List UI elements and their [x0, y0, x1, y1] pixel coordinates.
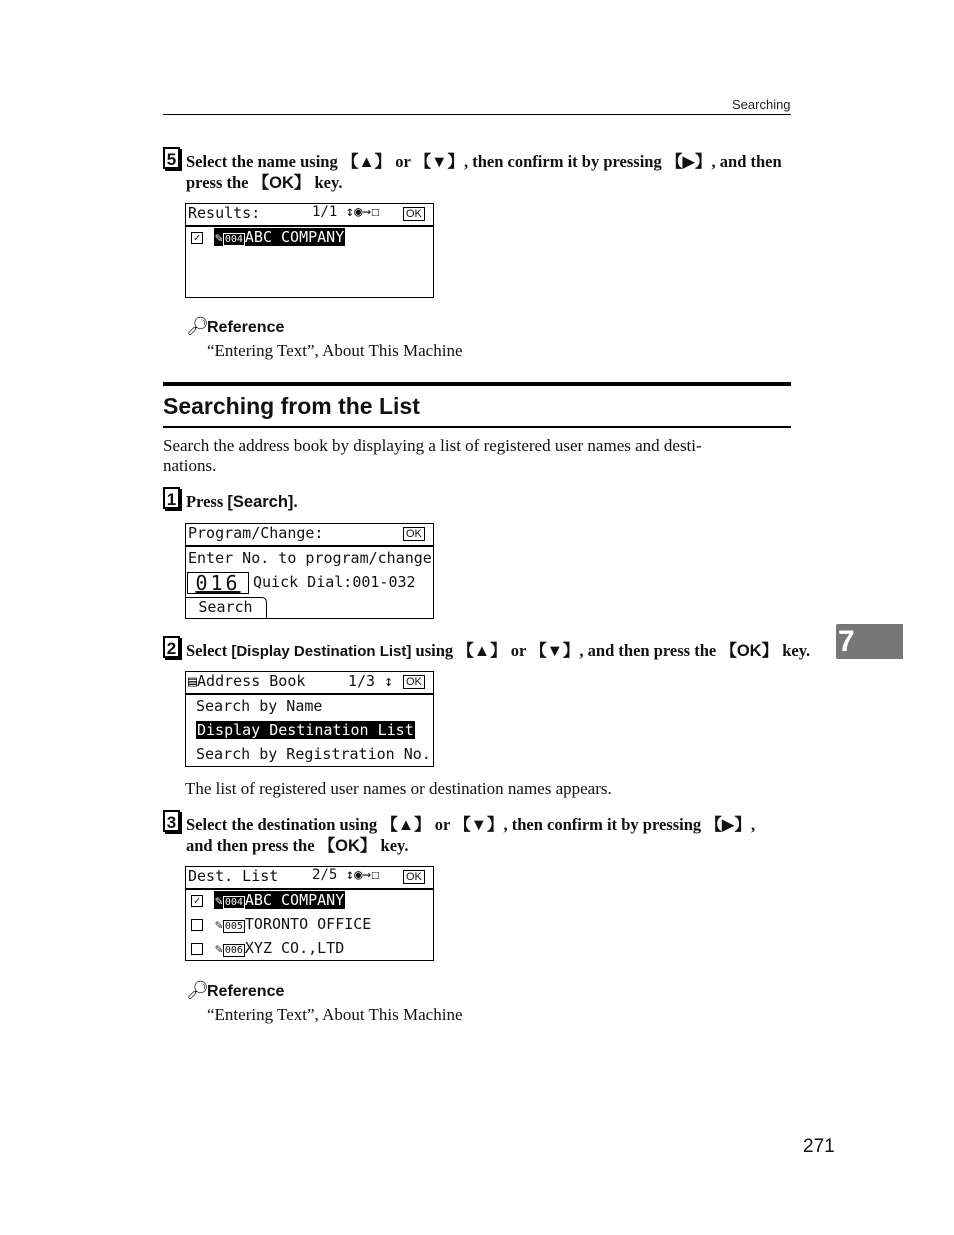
- address-book-icon: ✎: [215, 231, 223, 246]
- lcd-page-indicator: 1/3 ↕: [348, 672, 394, 690]
- chapter-tab: 7: [836, 624, 903, 659]
- step-number-3: 3: [163, 810, 180, 832]
- step2-post: key.: [778, 641, 811, 660]
- menu-item-display-destination-list: Display Destination List: [197, 721, 414, 739]
- step-number-5: 5: [163, 147, 180, 169]
- address-book-icon: ✎: [215, 918, 223, 933]
- step1-pre: Press: [186, 492, 228, 511]
- quick-dial-tag: 005: [224, 921, 243, 932]
- lcd-title: Program/Change:: [188, 524, 324, 542]
- registration-number-field: 016: [187, 572, 249, 594]
- ok-icon: OK: [403, 675, 425, 689]
- step2-instruction: [186, 640, 810, 662]
- reference-title: Reference: [207, 983, 285, 1000]
- section-top-rule: [163, 382, 791, 386]
- step2-mid: using 【▲】 or 【▼】, and then press the: [411, 641, 721, 660]
- step-number-1: 1: [163, 487, 180, 509]
- lcd-divider: [186, 693, 433, 695]
- page-number: 271: [803, 1136, 835, 1157]
- step1-instruction: [186, 491, 298, 513]
- ok-key-label: 【OK】: [252, 174, 311, 192]
- address-book-icon: ✎: [215, 894, 223, 909]
- menu-item-search-by-registration-no: Search by Registration No.: [196, 745, 431, 763]
- menu-item-search-by-name: Search by Name: [196, 697, 323, 715]
- lcd-program-screen: [185, 523, 434, 619]
- ok-icon: OK: [403, 207, 425, 221]
- step5-line1: Select the name using 【▲】 or 【▼】, then confirm it by pressing 【▶】, and then: [186, 152, 782, 171]
- step3-instruction: [186, 814, 792, 857]
- address-book-icon: ✎: [215, 942, 223, 957]
- step3-line2-post: key.: [376, 836, 409, 855]
- checkbox-unchecked: [191, 919, 203, 931]
- step3-line2-pre: and then press the: [186, 836, 319, 855]
- lcd-result-row: [214, 228, 345, 246]
- reference-title: Reference: [207, 319, 285, 336]
- lcd-title-text: Address Book: [197, 672, 306, 690]
- step5-line2-pre: press the: [186, 173, 253, 192]
- section-bottom-rule: [163, 426, 791, 428]
- step2-pre: Select: [186, 641, 232, 660]
- lcd-page-indicator: 1/1 ↕◉→☐: [312, 204, 380, 220]
- checkbox-unchecked: [191, 943, 203, 955]
- step5-line2-post: key.: [310, 173, 343, 192]
- ok-key-label: 【OK】: [318, 837, 377, 855]
- quick-dial-tag: 004: [224, 897, 243, 908]
- step5-instruction: [186, 151, 792, 194]
- step3-line2: [186, 835, 792, 857]
- intro-line-2: nations.: [163, 456, 217, 475]
- step3-line1: Select the destination using 【▲】 or 【▼】, then confirm it by pressing 【▶】,: [186, 815, 756, 834]
- step1-post: .: [293, 492, 298, 511]
- ok-key-label: 【OK】: [720, 642, 779, 660]
- lcd-title: Results:: [188, 204, 261, 222]
- lcd-page-indicator: 2/5 ↕◉→☐: [312, 867, 380, 883]
- search-key-label: [Search]: [227, 493, 294, 511]
- search-softkey: Search: [185, 597, 267, 618]
- running-header: Searching: [732, 97, 791, 112]
- ok-icon: OK: [403, 870, 425, 884]
- step2-result-text: The list of registered user names or destination names appears.: [185, 779, 612, 798]
- lcd-title: Dest. List: [188, 867, 279, 885]
- lcd-results-screen: [185, 203, 434, 298]
- checkbox-checked: ✓: [191, 232, 203, 244]
- reference-icon: 🔎︎: [186, 316, 209, 336]
- lcd-divider: [186, 545, 433, 547]
- checkbox-checked: ✓: [191, 895, 203, 907]
- ok-icon: OK: [403, 527, 425, 541]
- step5-line2: [186, 172, 792, 194]
- address-book-icon: ▤: [188, 672, 198, 690]
- destination-name: ABC COMPANY: [244, 891, 345, 909]
- section-intro: [163, 436, 793, 476]
- reference-icon: 🔎︎: [186, 980, 209, 1000]
- quick-dial-tag: 006: [224, 945, 243, 956]
- quick-dial-tag: 004: [224, 234, 243, 245]
- destination-name: TORONTO OFFICE: [244, 915, 372, 933]
- reference-text: “Entering Text”, About This Machine: [207, 341, 463, 360]
- intro-line-1: Search the address book by displaying a list of registered user names and desti-: [163, 436, 702, 455]
- header-rule: [163, 114, 791, 115]
- lcd-prompt: Enter No. to program/change: [188, 549, 432, 567]
- lcd-address-book-screen: [185, 671, 434, 767]
- reference-text: “Entering Text”, About This Machine: [207, 1005, 463, 1024]
- lcd-destination-list-screen: [185, 866, 434, 961]
- display-destination-list-key-label: [Display Destination List]: [231, 643, 412, 660]
- lcd-divider: [186, 888, 433, 890]
- lcd-divider: [186, 225, 433, 227]
- destination-name: XYZ CO.,LTD: [244, 939, 345, 957]
- destination-row: [214, 915, 372, 933]
- destination-row: [214, 891, 345, 909]
- step-number-2: 2: [163, 636, 180, 658]
- quick-dial-range: Quick Dial:001-032: [253, 573, 416, 591]
- section-title: Searching from the List: [163, 393, 420, 419]
- destination-row: [214, 939, 345, 957]
- result-name: ABC COMPANY: [244, 228, 345, 246]
- lcd-title: [188, 672, 305, 690]
